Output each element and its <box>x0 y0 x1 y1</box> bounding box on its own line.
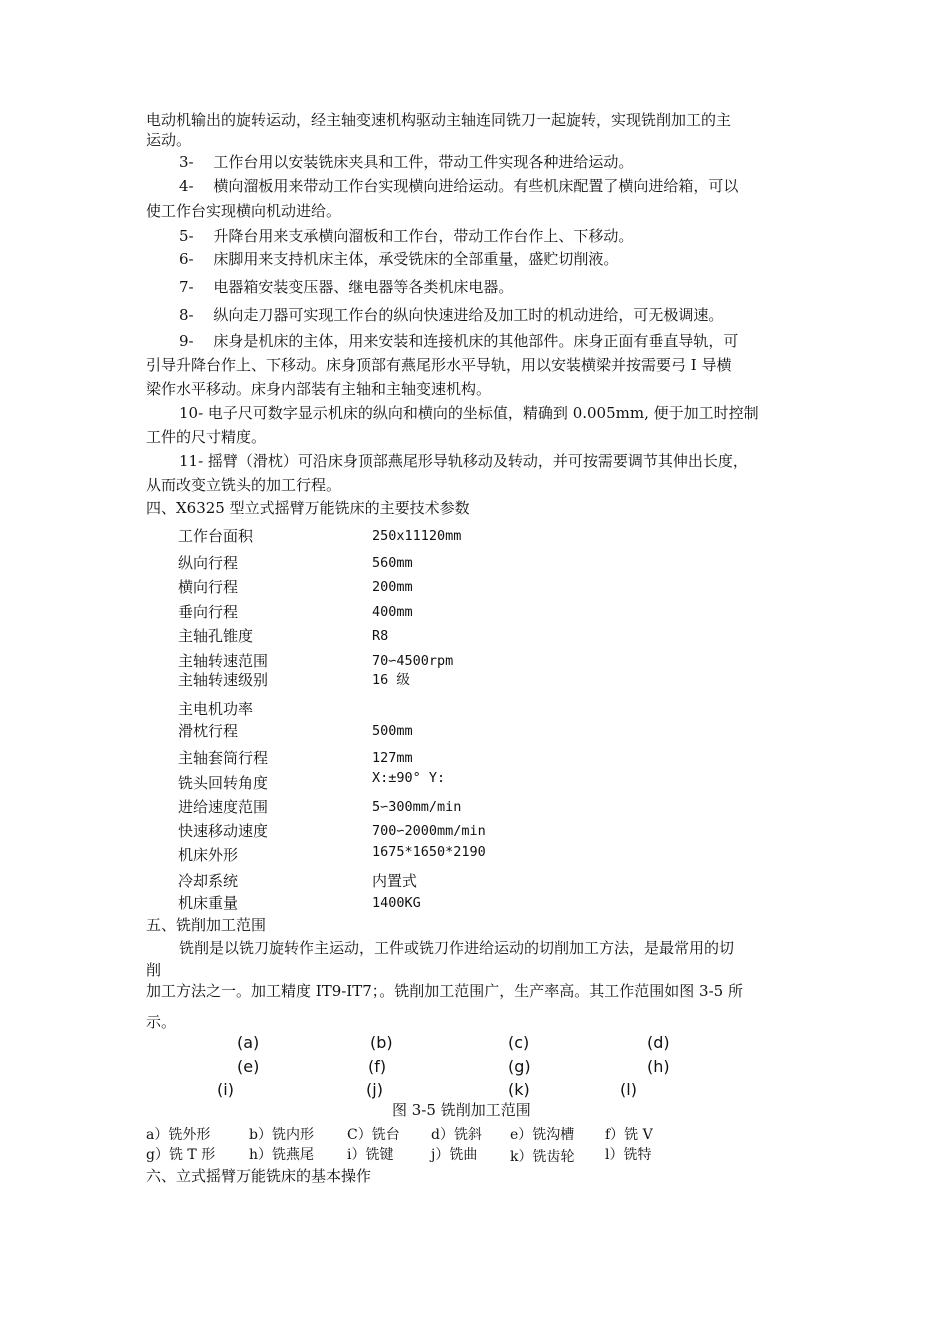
paragraph-line: 6- 床脚用来支持机床主体，承受铣床的全部重量，盛贮切削液。 <box>179 250 619 268</box>
section-heading: 五、铣削加工范围 <box>146 916 267 934</box>
legend-item: f）铣 V <box>605 1127 653 1143</box>
paragraph-line: 电动机输出的旋转运动，经主轴变速机构驱动主轴连同铣刀一起旋转，实现铣削加工的主 <box>146 111 732 129</box>
spec-value: 127mm <box>372 750 413 766</box>
paragraph-line: 从而改变立铣头的加工行程。 <box>146 476 342 494</box>
spec-value: 1400KG <box>372 895 421 911</box>
spec-value: 内置式 <box>372 872 418 890</box>
paragraph-line: 梁作水平移动。床身内部装有主轴和主轴变速机构。 <box>146 380 492 398</box>
figure-label: (f) <box>368 1057 387 1076</box>
spec-value: 1675*1650*2190 <box>372 844 486 860</box>
legend-item: C）铣台 <box>347 1127 400 1143</box>
spec-label: 主轴转速范围 <box>178 652 269 670</box>
legend-item: d）铣斜 <box>431 1127 482 1143</box>
spec-label: 主轴套筒行程 <box>178 749 269 767</box>
paragraph-line: 运动。 <box>146 131 192 149</box>
paragraph-line: 示。 <box>146 1013 177 1031</box>
figure-label: (h) <box>647 1057 670 1076</box>
paragraph-line: 铣削是以铣刀旋转作主运动，工件或铣刀作进给运动的切削加工方法，是最常用的切 <box>179 939 735 957</box>
paragraph-line: 加工方法之一。加工精度 IT9-IT7；。铣削加工范围广，生产率高。其工作范围如图 3-5 所 <box>146 982 743 1000</box>
paragraph-line: 使工作台实现横向机动进给。 <box>146 202 342 220</box>
spec-value: X:±90° Y: <box>372 770 446 786</box>
spec-value: 5∽300mm/min <box>372 799 462 815</box>
spec-label: 冷却系统 <box>178 872 239 890</box>
paragraph-line: 3- 工作台用以安装铣床夹具和工件，带动工件实现各种进给运动。 <box>179 153 634 171</box>
spec-label: 快速移动速度 <box>178 822 269 840</box>
spec-label: 主轴转速级别 <box>178 671 269 689</box>
spec-label: 工作台面积 <box>178 527 254 545</box>
figure-label: (k) <box>508 1080 530 1099</box>
legend-item: l）铣特 <box>605 1147 652 1163</box>
spec-value: 400mm <box>372 604 413 620</box>
spec-label: 铣头回转角度 <box>178 774 269 792</box>
spec-label: 机床重量 <box>178 894 239 912</box>
section-heading: 六、立式摇臂万能铣床的基本操作 <box>146 1167 372 1185</box>
figure-label: (g) <box>508 1057 531 1076</box>
paragraph-line: 7- 电器箱安装变压器、继电器等各类机床电器。 <box>179 278 514 296</box>
figure-label: (j) <box>366 1080 383 1099</box>
paragraph-line: 11- 摇臂（滑枕）可沿床身顶部燕尾形导轨移动及转动，并可按需要调节其伸出长度， <box>179 452 748 470</box>
paragraph-line: 4- 横向溜板用来带动工作台实现横向进给运动。有些机床配置了横向进给箱，可以 <box>179 177 739 195</box>
spec-value: 200mm <box>372 579 413 595</box>
spec-label: 机床外形 <box>178 846 239 864</box>
legend-item: g）铣 T 形 <box>146 1147 216 1163</box>
spec-label: 主电机功率 <box>178 700 254 718</box>
section-heading: 四、X6325 型立式摇臂万能铣床的主要技术参数 <box>146 499 470 517</box>
legend-item: j）铣曲 <box>431 1147 478 1163</box>
figure-label: (i) <box>217 1080 234 1099</box>
paragraph-line: 9- 床身是机床的主体，用来安装和连接机床的其他部件。床身正面有垂直导轨，可 <box>179 332 739 350</box>
spec-label: 进给速度范围 <box>178 798 269 816</box>
legend-item: e）铣沟槽 <box>510 1127 575 1143</box>
legend-item: b）铣内形 <box>249 1127 314 1143</box>
spec-value: 16 级 <box>372 672 410 688</box>
figure-label: (l) <box>620 1080 637 1099</box>
spec-label: 滑枕行程 <box>178 722 239 740</box>
spec-value: 700∽2000mm/min <box>372 823 486 839</box>
spec-label: 垂向行程 <box>178 603 239 621</box>
spec-label: 横向行程 <box>178 578 239 596</box>
spec-value: 500mm <box>372 723 413 739</box>
legend-item: i）铣键 <box>347 1147 394 1163</box>
spec-value: 70∽4500rpm <box>372 653 454 669</box>
paragraph-line: 引导升降台作上、下移动。床身顶部有燕尾形水平导轨，用以安装横梁并按需要弓 I 导横 <box>146 356 732 374</box>
figure-label: (e) <box>237 1057 260 1076</box>
paragraph-line: 削 <box>146 961 162 979</box>
figure-label: (b) <box>370 1033 393 1052</box>
legend-item: a）铣外形 <box>146 1127 211 1143</box>
figure-label: (a) <box>237 1033 260 1052</box>
legend-item: k）铣齿轮 <box>510 1149 575 1165</box>
paragraph-line: 5- 升降台用来支承横向溜板和工作台，带动工作台作上、下移动。 <box>179 227 634 245</box>
spec-label: 纵向行程 <box>178 554 239 572</box>
paragraph-line: 10- 电子尺可数字显示机床的纵向和横向的坐标值，精确到 0.005mm, 便于加工时控制 <box>179 404 759 422</box>
spec-label: 主轴孔锥度 <box>178 627 254 645</box>
paragraph-line: 工件的尺寸精度。 <box>146 428 267 446</box>
legend-item: h）铣燕尾 <box>249 1147 315 1163</box>
spec-value: R8 <box>372 628 389 644</box>
spec-value: 250x11120mm <box>372 528 462 544</box>
paragraph-line: 8- 纵向走刀器可实现工作台的纵向快速进给及加工时的机动进给，可无极调速。 <box>179 306 724 324</box>
figure-label: (d) <box>647 1033 670 1052</box>
figure-caption: 图 3-5 铣削加工范围 <box>392 1101 531 1119</box>
spec-value: 560mm <box>372 555 413 571</box>
figure-label: (c) <box>508 1033 530 1052</box>
